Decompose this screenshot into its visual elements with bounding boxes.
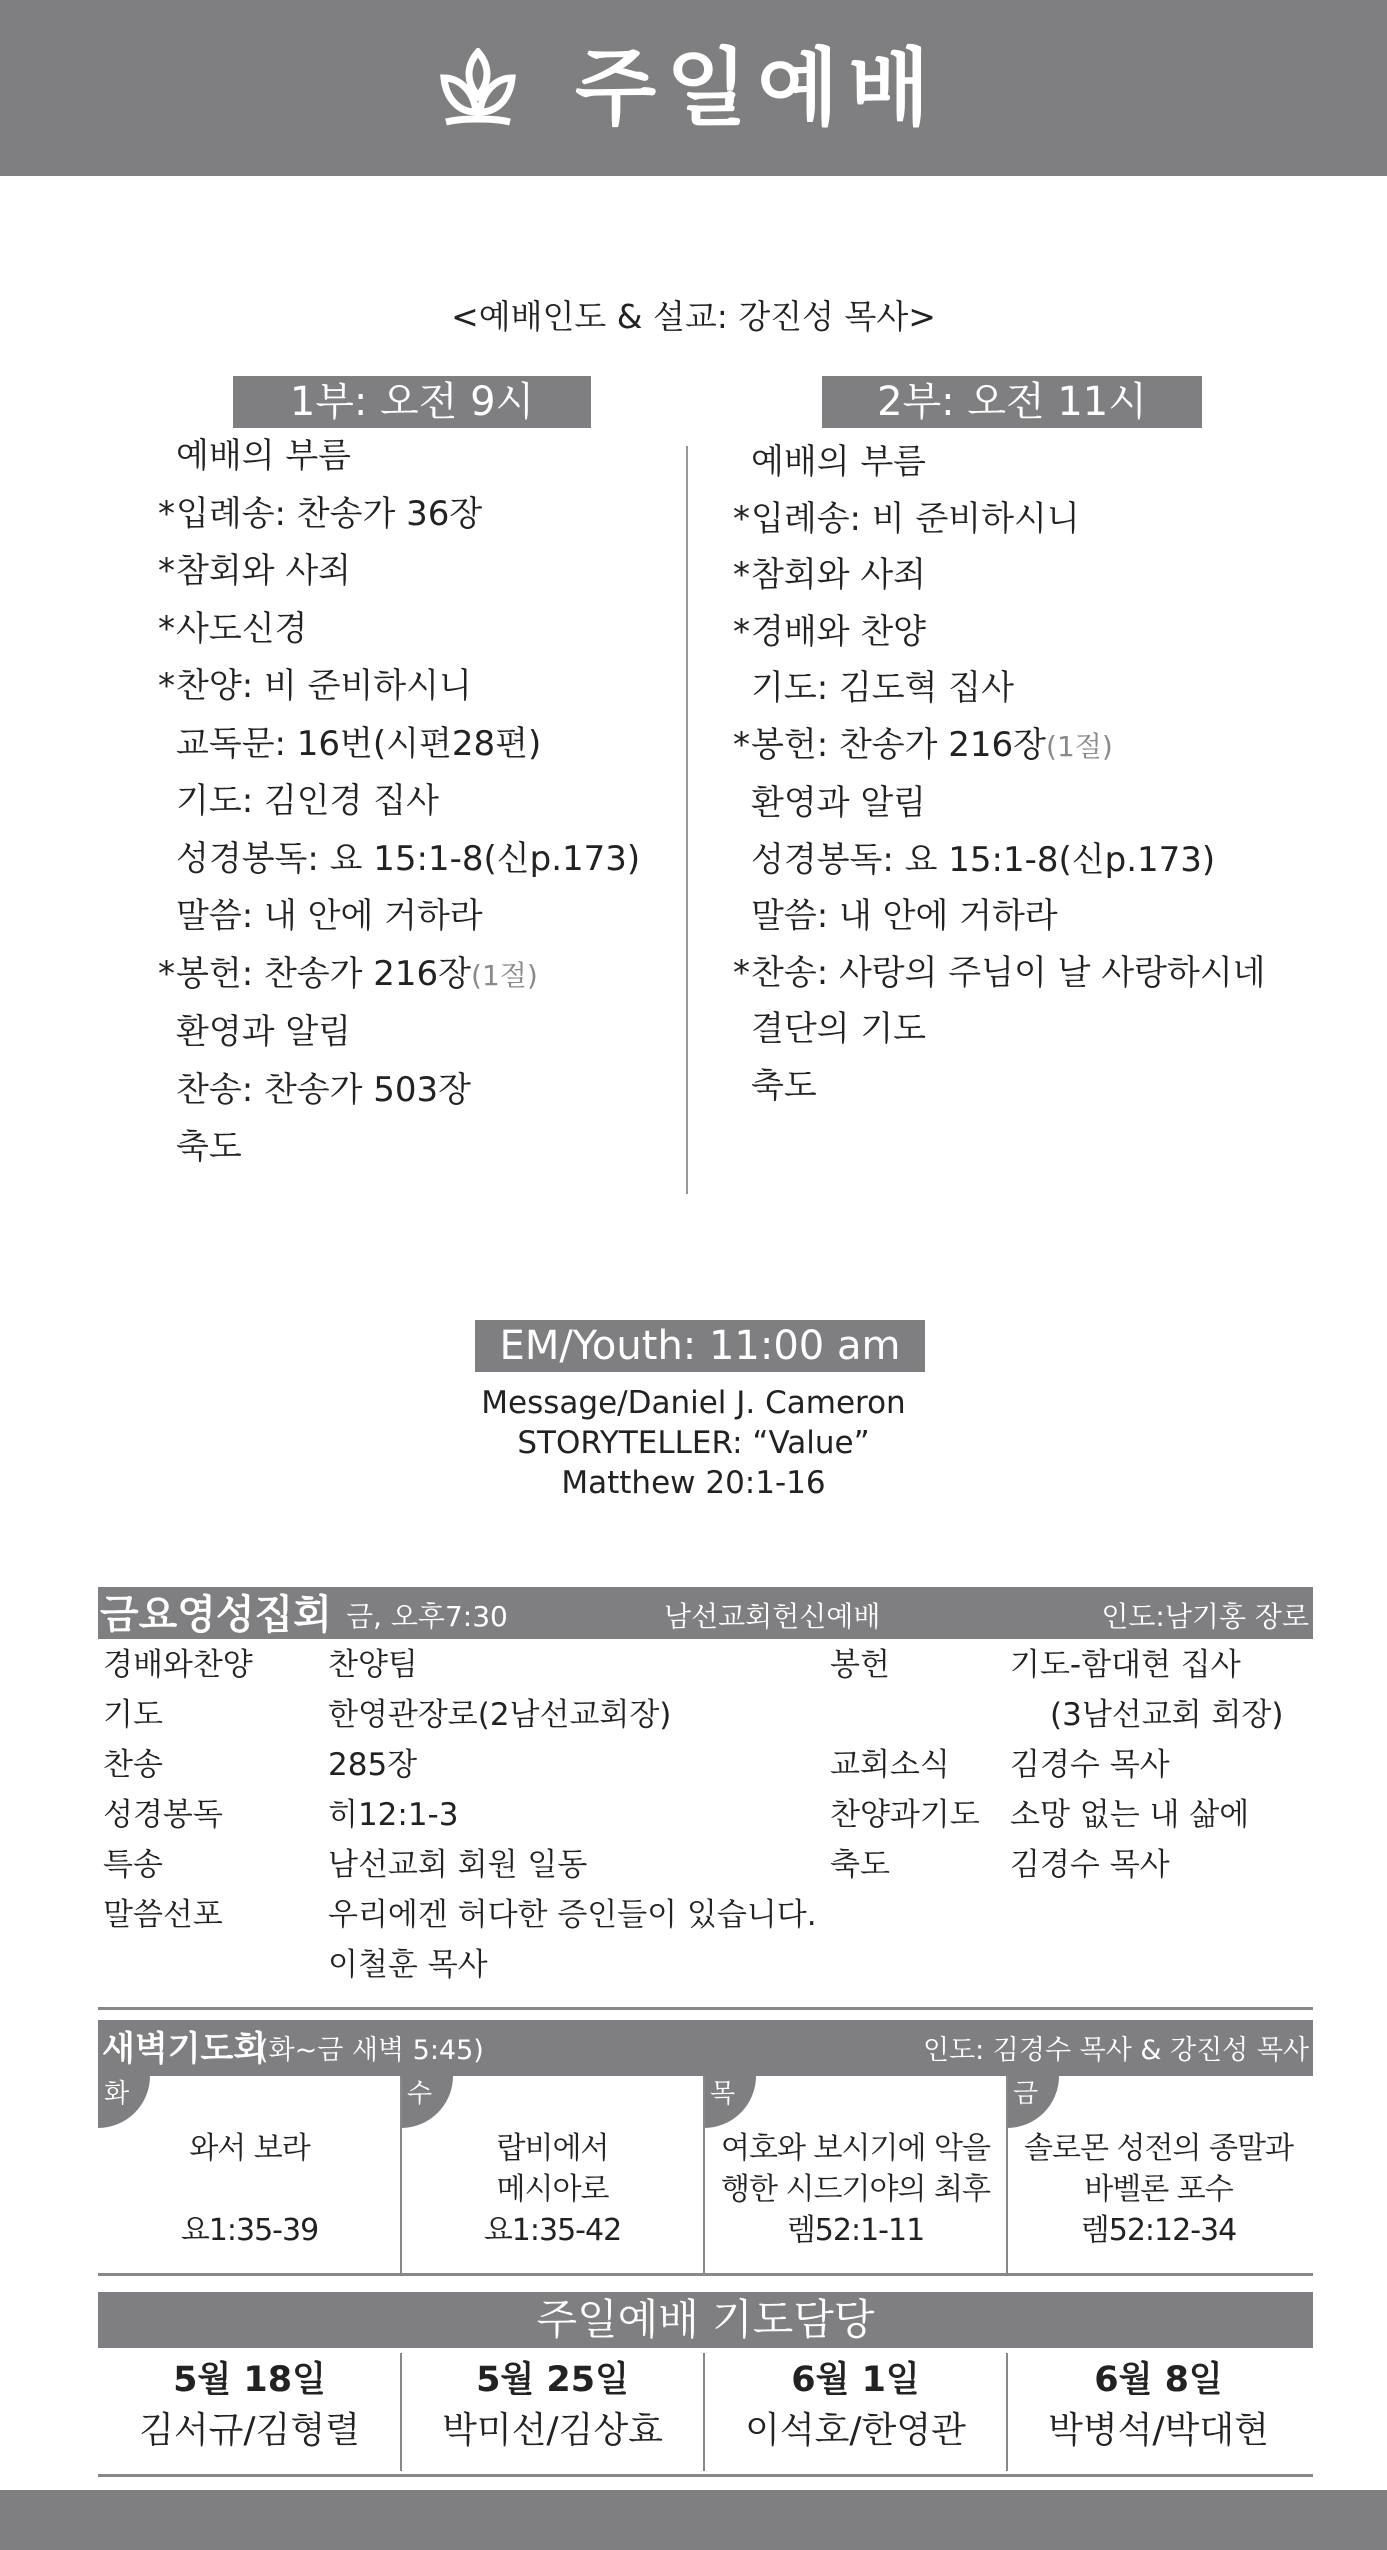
prayer-date: 6월 1일 [791, 2360, 920, 2400]
friday-row-label: 찬송 [103, 1747, 163, 1783]
prayer-names: 박미선/김상효 [442, 2410, 663, 2451]
em-youth-title: EM/Youth: 11:00 am [475, 1320, 925, 1372]
order-item: *봉헌: 찬송가 216장(1절) [158, 953, 538, 994]
order-item: *봉헌: 찬송가 216장(1절) [733, 724, 1113, 765]
em-line: Matthew 20:1-16 [561, 1465, 826, 1501]
dawn-scripture-ref: 렘52:1-11 [786, 2213, 925, 2248]
em-youth-details [0, 1383, 1387, 1503]
friday-row-value: 히12:1-3 [328, 1797, 459, 1833]
prayer-duty-entry [704, 2353, 1007, 2473]
dawn-prayer-header [98, 2020, 1313, 2076]
service1-title: 1부: 오전 9시 [233, 376, 591, 428]
order-item: *입례송: 비 준비하시니 [733, 498, 1080, 539]
service2-order [733, 434, 1266, 1114]
divider [98, 2474, 1313, 2477]
prayer-duty-entry [401, 2353, 704, 2473]
friday-row [830, 1840, 1310, 1890]
title-line: 바벨론 포수 [1084, 2172, 1233, 2207]
friday-row [830, 1740, 1310, 1790]
order-item: *찬송: 사랑의 주님이 날 사랑하시네 [733, 952, 1266, 993]
order-item: 기도: 김도혁 집사 [751, 668, 1014, 708]
prayer-date: 5월 25일 [476, 2360, 629, 2400]
friday-row [103, 1740, 823, 1790]
friday-row-value: 소망 없는 내 삶에 [1010, 1797, 1250, 1833]
dawn-day-cell [98, 2076, 401, 2274]
em-line: STORYTELLER: “Value” [517, 1425, 870, 1461]
prayer-names: 박병석/박대현 [1048, 2410, 1269, 2451]
friday-order-right [830, 1640, 1310, 1900]
column-divider [703, 2076, 705, 2274]
verse-note: (1절) [471, 958, 538, 992]
title-line: 행한 시드기야의 최후 [721, 2172, 990, 2207]
column-divider [686, 446, 688, 1194]
friday-row-value: 남선교회 회원 일동 [328, 1847, 588, 1883]
friday-time: 금, 오후7:30 [346, 1600, 508, 1633]
order-item: 환영과 알림 [751, 783, 927, 823]
friday-service-name: 남선교회헌신예배 [664, 1600, 881, 1633]
friday-row-value: 기도-함대현 집사 [1010, 1647, 1241, 1683]
order-item: 예배의 부름 [751, 442, 927, 482]
title-line: 메시아로 [496, 2172, 609, 2207]
day-tab: 화 [98, 2076, 150, 2128]
dawn-sermon-title [1007, 2128, 1310, 2210]
prayer-duty-title: 주일예배 기도담당 [98, 2292, 1313, 2348]
order-item: 축도 [176, 1127, 242, 1167]
dawn-scripture-ref: 렘52:12-34 [1080, 2213, 1237, 2248]
friday-row-value: 285장 [328, 1747, 418, 1783]
friday-row-value: 찬양팀 [328, 1647, 418, 1683]
friday-row [830, 1690, 1310, 1740]
service1-order [158, 428, 640, 1177]
order-item: *참회와 사죄 [733, 555, 927, 595]
prayer-date: 5월 18일 [173, 2360, 326, 2400]
friday-row-value: 이철훈 목사 [328, 1947, 488, 1983]
em-line: Message/Daniel J. Cameron [481, 1385, 906, 1421]
friday-row-label: 축도 [830, 1847, 890, 1883]
order-item: 기도: 김인경 집사 [176, 781, 439, 821]
title-line: 와서 보라 [189, 2131, 310, 2166]
friday-row-label: 교회소식 [830, 1747, 950, 1783]
friday-row [830, 1790, 1310, 1840]
order-item: 말씀: 내 안에 거하라 [751, 896, 1058, 936]
prayer-date: 6월 8일 [1094, 2360, 1223, 2400]
order-item: *사도신경 [158, 608, 308, 649]
friday-row-value: 김경수 목사 [1010, 1747, 1170, 1783]
column-divider [1006, 2076, 1008, 2274]
order-item: *경배와 찬양 [733, 611, 927, 652]
service2-title: 2부: 오전 11시 [822, 376, 1202, 428]
order-item: 축도 [751, 1065, 817, 1106]
dawn-prayer-time: (화~금 새벽 5:45) [258, 2035, 484, 2066]
order-item: 말씀: 내 안에 거하라 [176, 896, 483, 936]
friday-leader: 인도:남기홍 장로 [1101, 1600, 1309, 1633]
friday-header [98, 1587, 1313, 1639]
friday-row [103, 1940, 823, 1990]
dawn-day-cell [401, 2076, 704, 2274]
header-banner [0, 0, 1387, 176]
friday-row-value: 김경수 목사 [1010, 1847, 1170, 1883]
day-tab: 금 [1007, 2076, 1059, 2128]
dawn-scripture-ref: 요1:35-42 [483, 2213, 622, 2248]
order-item: 교독문: 16번(시편28편) [176, 723, 542, 764]
order-item: 결단의 기도 [751, 1009, 927, 1049]
friday-row-label: 특송 [103, 1847, 163, 1883]
order-item: 예배의 부름 [176, 436, 352, 476]
friday-row-value: (3남선교회 회장) [1050, 1697, 1284, 1733]
dawn-day-cell [704, 2076, 1007, 2274]
dawn-sermon-title [98, 2128, 401, 2169]
order-item: *참회와 사죄 [158, 551, 352, 591]
dawn-day-cell [1007, 2076, 1310, 2274]
column-divider [703, 2353, 705, 2471]
friday-row-label: 성경봉독 [103, 1797, 223, 1833]
title-line: 랍비에서 [496, 2131, 609, 2166]
prayer-names: 이석호/한영관 [745, 2410, 966, 2451]
day-tab: 목 [704, 2076, 756, 2128]
footer-band [0, 2490, 1387, 2550]
order-item: *입례송: 찬송가 36장 [158, 493, 483, 534]
friday-row-label: 봉헌 [830, 1647, 890, 1683]
dawn-sermon-title [704, 2128, 1007, 2210]
order-item: 찬송: 찬송가 503장 [176, 1069, 472, 1110]
friday-row-label: 경배와찬양 [103, 1647, 253, 1683]
dawn-prayer-title: 새벽기도회 [102, 2029, 267, 2069]
title-line: 솔로몬 성전의 종말과 [1024, 2131, 1293, 2166]
verse-note: (1절) [1046, 729, 1113, 763]
friday-row [103, 1890, 823, 1940]
friday-row-label: 기도 [103, 1697, 163, 1733]
prayer-duty-entry [1007, 2353, 1310, 2473]
column-divider [1006, 2353, 1008, 2471]
prayer-duty-entry [98, 2353, 401, 2473]
dawn-sermon-title [401, 2128, 704, 2210]
friday-order-left [103, 1640, 823, 2000]
day-tab: 수 [401, 2076, 453, 2128]
column-divider [400, 2353, 402, 2471]
friday-row-value: 우리에겐 허다한 증인들이 있습니다. [328, 1897, 817, 1933]
column-divider [400, 2076, 402, 2274]
friday-row [103, 1840, 823, 1890]
divider [98, 2007, 1313, 2010]
order-item: 성경봉독: 요 15:1-8(신p.173) [751, 839, 1216, 880]
worship-leader: <예배인도 & 설교: 강진성 목사> [451, 297, 936, 336]
order-item: 성경봉독: 요 15:1-8(신p.173) [176, 838, 641, 879]
order-item: 환영과 알림 [176, 1012, 352, 1052]
friday-row [103, 1640, 823, 1690]
friday-row-label: 찬양과기도 [830, 1797, 980, 1833]
page-title: 주일예배 [575, 39, 940, 137]
order-item: *찬양: 비 준비하시니 [158, 666, 472, 706]
dawn-scripture-ref: 요1:35-39 [180, 2213, 319, 2248]
friday-row-value: 한영관장로(2남선교회장) [328, 1697, 672, 1733]
prayer-names: 김서규/김형렬 [139, 2410, 360, 2451]
dawn-prayer-leader: 인도: 김경수 목사 & 강진성 목사 [922, 2035, 1309, 2066]
friday-row-label: 말씀선포 [103, 1897, 223, 1933]
title-line: 여호와 보시기에 악을 [721, 2131, 990, 2166]
divider [98, 2273, 1313, 2276]
friday-title: 금요영성집회 [100, 1592, 332, 1638]
friday-row [103, 1690, 823, 1740]
friday-row [103, 1790, 823, 1840]
flame-leaf-icon [438, 48, 518, 132]
friday-row [830, 1640, 1310, 1690]
